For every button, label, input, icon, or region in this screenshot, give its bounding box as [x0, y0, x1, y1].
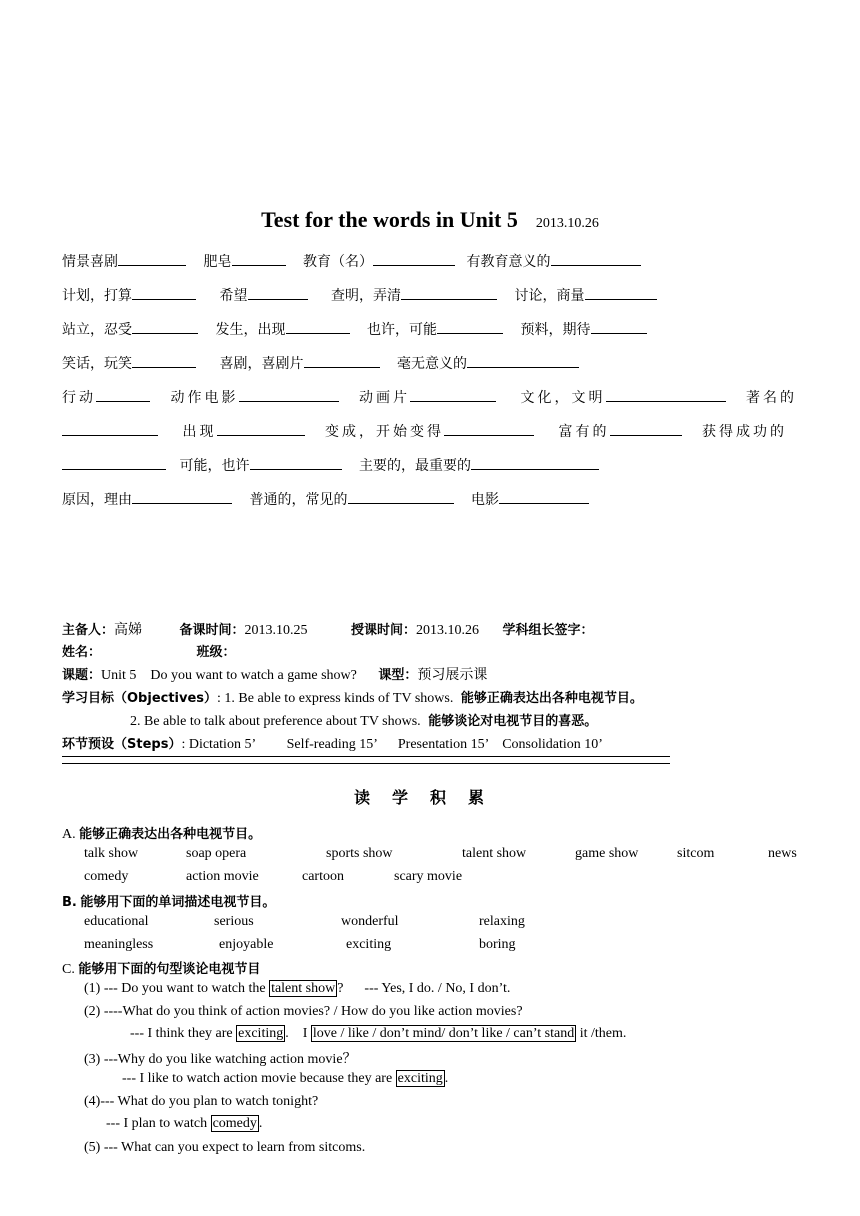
dialog-q3: (3) ---Why do you like watching action movie？ — [84, 1052, 357, 1067]
vocab-prompt: 也许，可能 — [367, 323, 437, 338]
objectives-label: 学习目标（Objectives） — [62, 691, 218, 706]
topic-row — [62, 664, 487, 684]
section-c-heading — [62, 958, 260, 978]
dialog-q4: (4)--- What do you plan to watch tonight? — [84, 1094, 319, 1109]
list-item: soap opera — [186, 846, 247, 861]
boxed-answer: comedy — [212, 1116, 257, 1131]
answer-blank[interactable] — [286, 319, 350, 334]
dialog-text: (1) --- Do you want to watch the — [84, 981, 270, 996]
vocab-prompt: 教育（名） — [303, 255, 373, 270]
objective-2: 2. Be able to talk about preference about TV shows. — [130, 714, 421, 729]
vocab-prompt: 著名的 — [746, 391, 797, 406]
vocab-row-6 — [62, 421, 787, 441]
answer-blank[interactable] — [304, 353, 380, 368]
answer-blank[interactable] — [348, 489, 454, 504]
boxed-answer: exciting — [397, 1071, 443, 1086]
list-item: exciting — [346, 937, 392, 952]
adjective-row-1 — [84, 914, 804, 932]
vocab-prompt: 肥皂 — [203, 255, 232, 270]
boxed-answer: talent show — [271, 981, 336, 996]
list-item: talent show — [462, 846, 527, 861]
teach-time-label: 授课时间： — [351, 623, 417, 638]
vocab-prompt: 预料，期待 — [520, 323, 591, 338]
answer-blank[interactable] — [467, 353, 579, 368]
vocab-prompt: 站立，忍受 — [62, 323, 132, 338]
dialog-text: . — [258, 1116, 263, 1131]
answer-blank[interactable] — [471, 455, 599, 470]
dialog-text: ? --- Yes, I do. / No, I don’t. — [337, 981, 511, 996]
answer-blank[interactable] — [62, 421, 158, 436]
dialog-q3-answer — [122, 1071, 448, 1087]
dialog-text: it /them. — [576, 1026, 627, 1041]
vocab-row-7 — [62, 455, 613, 475]
answer-blank[interactable] — [248, 285, 308, 300]
vocab-prompt: 笑话，玩笑 — [62, 357, 132, 372]
prep-time-label: 备课时间： — [179, 623, 245, 638]
list-item: meaningless — [84, 937, 154, 952]
vocab-prompt: 希望 — [219, 289, 248, 304]
vocab-prompt: 主要的，最重要的 — [359, 459, 471, 474]
list-item: boring — [479, 937, 516, 952]
steps-row — [62, 733, 603, 753]
dialog-text: . I — [285, 1026, 311, 1041]
answer-blank[interactable] — [132, 319, 198, 334]
tv-show-row-1 — [84, 846, 804, 864]
section-c-title: 能够用下面的句型谈论电视节目 — [78, 962, 261, 977]
vocab-row-4 — [62, 353, 593, 373]
list-item: sitcom — [677, 846, 715, 861]
objectives-row — [62, 687, 643, 707]
list-item: enjoyable — [219, 937, 274, 952]
vocab-prompt: 查明，弄清 — [331, 289, 401, 304]
answer-blank[interactable] — [217, 421, 305, 436]
vocab-row-2 — [62, 285, 671, 305]
section-a-title: 能够正确表达出各种电视节目。 — [79, 827, 262, 842]
dialog-text: --- I think they are — [130, 1026, 237, 1041]
prep-time-value: 2013.10.25 — [244, 623, 308, 638]
list-item: game show — [575, 846, 639, 861]
boxed-answer: exciting — [238, 1026, 284, 1041]
list-item: scary movie — [394, 869, 463, 884]
objective-1-cn: 能够正确表达出各种电视节目。 — [460, 691, 643, 706]
vocab-prompt: 可能，也许 — [179, 459, 250, 474]
objectives-row-2 — [130, 710, 597, 730]
vocab-prompt: 原因，理由 — [62, 493, 132, 508]
vocab-prompt: 喜剧，喜剧片 — [219, 357, 304, 372]
vocab-prompt: 有教育意义的 — [466, 255, 551, 270]
vocab-prompt: 文化，文明 — [520, 391, 606, 406]
class-label: 班级： — [196, 645, 236, 660]
answer-blank[interactable] — [610, 421, 682, 436]
name-label: 姓名： — [62, 645, 102, 660]
objective-2-cn: 能够谈论对电视节目的喜恶。 — [428, 714, 598, 729]
section-c-label: C. — [62, 962, 75, 977]
answer-blank[interactable] — [132, 353, 196, 368]
answer-blank[interactable] — [239, 387, 339, 402]
answer-blank[interactable] — [96, 387, 150, 402]
section-b-heading — [62, 891, 275, 911]
vocab-prompt: 行动 — [62, 391, 96, 406]
double-divider — [62, 756, 670, 764]
vocab-prompt: 毫无意义的 — [397, 357, 467, 372]
vocab-prompt: 变成，开始变得 — [325, 425, 444, 440]
answer-blank[interactable] — [373, 251, 455, 266]
dialog-text: --- I like to watch action movie because they are — [122, 1071, 396, 1086]
vocab-prompt: 获得成功的 — [702, 425, 787, 440]
answer-blank[interactable] — [232, 251, 286, 266]
answer-blank[interactable] — [444, 421, 534, 436]
vocab-row-5 — [62, 387, 797, 407]
vocab-prompt: 计划，打算 — [62, 289, 132, 304]
answer-blank[interactable] — [118, 251, 186, 266]
list-item: relaxing — [479, 914, 525, 929]
section-b-label: B. — [62, 895, 77, 910]
tv-show-row-2 — [84, 869, 804, 887]
topic-label: 课题： — [62, 668, 102, 683]
answer-blank[interactable] — [499, 489, 589, 504]
vocab-prompt: 动画片 — [359, 391, 410, 406]
answer-blank[interactable] — [401, 285, 497, 300]
dialog-q1 — [84, 981, 510, 997]
list-item: news — [768, 846, 797, 861]
vocab-row-3 — [62, 319, 661, 339]
dialog-text: . — [444, 1071, 449, 1086]
vocab-prompt: 动作电影 — [170, 391, 239, 406]
preparer-label: 主备人： — [62, 623, 115, 638]
preparer-value: 高娣 — [114, 623, 143, 638]
adjective-row-2 — [84, 937, 804, 955]
answer-blank[interactable] — [410, 387, 496, 402]
answer-blank[interactable] — [551, 251, 641, 266]
dialog-q2-answer — [130, 1026, 626, 1042]
student-info-row — [62, 641, 236, 661]
list-item: talk show — [84, 846, 139, 861]
dialog-text: --- I plan to watch — [106, 1116, 211, 1131]
vocab-row-1 — [62, 251, 655, 271]
boxed-answer: love / like / don’t mind/ don’t like / can’t stand — [312, 1026, 575, 1041]
section-title: 读学积累 — [353, 788, 506, 807]
answer-blank[interactable] — [437, 319, 503, 334]
section-a-label: A. — [62, 827, 76, 842]
answer-blank[interactable] — [591, 319, 647, 334]
list-item: comedy — [84, 869, 129, 884]
lesson-header-row — [62, 619, 594, 639]
section-a-heading — [62, 823, 261, 843]
vocab-prompt: 出现 — [182, 425, 217, 440]
dialog-q5: (5) --- What can you expect to learn from sitcoms. — [84, 1140, 366, 1155]
teach-time-value: 2013.10.26 — [416, 623, 480, 638]
vocab-prompt: 电影 — [471, 493, 499, 508]
type-label: 课型： — [378, 668, 418, 683]
topic-value: Unit 5 Do you want to watch a game show? — [101, 668, 357, 683]
vocab-row-8 — [62, 489, 603, 509]
vocab-prompt: 富有的 — [558, 425, 610, 440]
vocab-prompt: 讨论，商量 — [514, 289, 585, 304]
list-item: educational — [84, 914, 149, 929]
vocab-prompt: 发生，出现 — [215, 323, 286, 338]
type-value: 预习展示课 — [417, 668, 488, 683]
answer-blank[interactable] — [132, 285, 196, 300]
dialog-q4-answer — [106, 1116, 262, 1132]
list-item: action movie — [186, 869, 259, 884]
page-title — [0, 207, 860, 233]
vocab-prompt: 情景喜剧 — [62, 255, 118, 270]
list-item: cartoon — [302, 869, 344, 884]
list-item: sports show — [326, 846, 393, 861]
answer-blank[interactable] — [62, 455, 166, 470]
leader-sign-label: 学科组长签字： — [502, 623, 594, 638]
steps-label: 环节预设（Steps） — [62, 737, 182, 752]
answer-blank[interactable] — [132, 489, 232, 504]
list-item: serious — [214, 914, 254, 929]
answer-blank[interactable] — [606, 387, 726, 402]
section-b-title: 能够用下面的单词描述电视节目。 — [80, 895, 276, 910]
answer-blank[interactable] — [585, 285, 657, 300]
title-text: Test for the words in Unit 5 — [261, 207, 518, 232]
title-date: 2013.10.26 — [535, 216, 599, 231]
vocab-prompt: 普通的，常见的 — [249, 493, 348, 508]
list-item: wonderful — [341, 914, 399, 929]
steps-value: : Dictation 5’ Self-reading 15’ Presentation 15’ Consolidation 10’ — [181, 737, 603, 752]
answer-blank[interactable] — [250, 455, 342, 470]
dialog-q2: (2) ----What do you think of action movies? / How do you like action movies? — [84, 1004, 523, 1019]
objective-1: : 1. Be able to express kinds of TV shows. — [217, 691, 454, 706]
